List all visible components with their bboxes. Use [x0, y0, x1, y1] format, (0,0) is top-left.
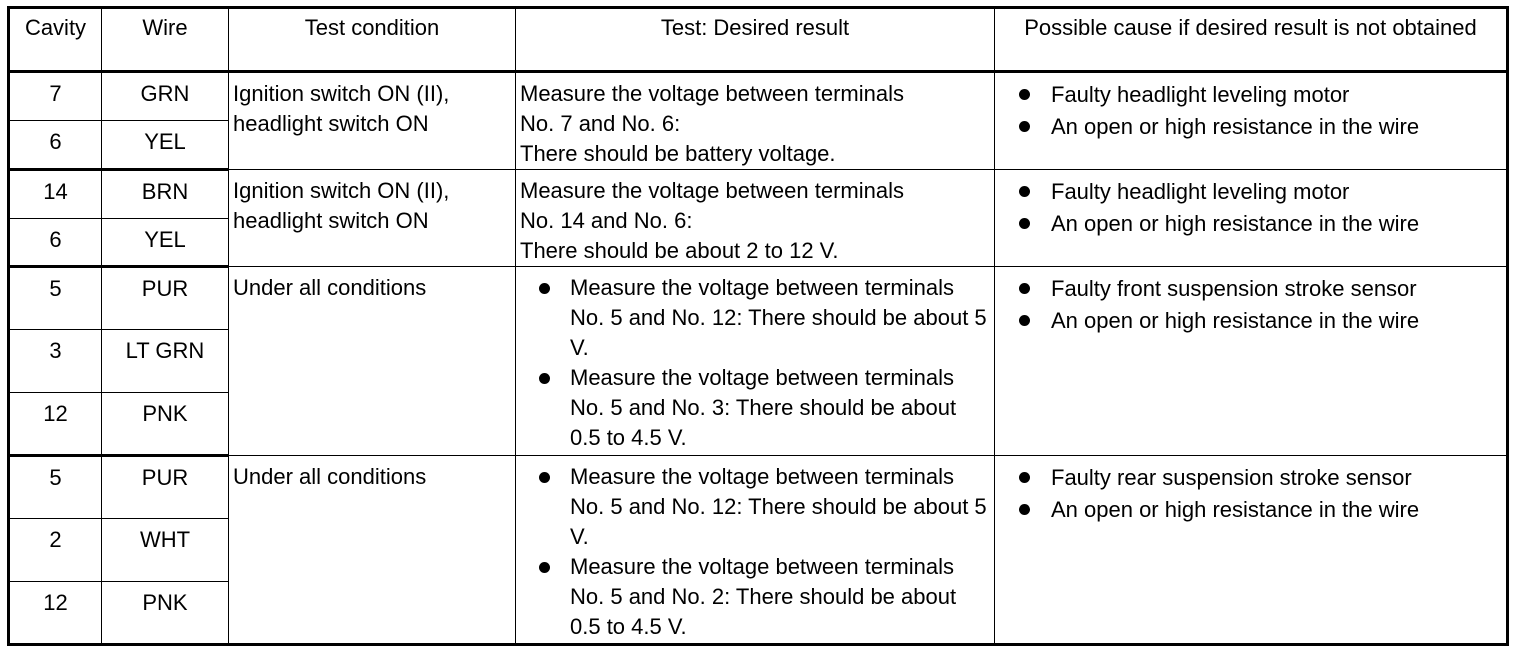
test-condition-cell: Under all conditions: [229, 456, 516, 645]
possible-cause-cell: [995, 72, 1508, 170]
cause-item: Faulty headlight leveling motor: [999, 79, 1502, 111]
result-list: [520, 273, 990, 453]
cause-item: Faulty rear suspension stroke sensor: [999, 462, 1502, 494]
desired-result-cell: [516, 267, 995, 456]
result-item: Measure the voltage between terminals No. 5 and No. 12: There should be about 5 V.: [520, 462, 990, 552]
cavity-cell: 6: [9, 218, 102, 267]
wire-cell: BRN: [102, 170, 229, 219]
cavity-cell: 2: [9, 519, 102, 582]
wire-cell: YEL: [102, 218, 229, 267]
troubleshooting-table: [7, 6, 1509, 646]
wire-cell: PUR: [102, 267, 229, 330]
cavity-cell: 14: [9, 170, 102, 219]
table-row: [9, 456, 1508, 519]
cause-item: An open or high resistance in the wire: [999, 208, 1502, 240]
header-possible-cause: Possible cause if desired result is not obtained: [995, 8, 1508, 72]
possible-cause-cell: [995, 456, 1508, 645]
test-condition-cell: Under all conditions: [229, 267, 516, 456]
result-item: Measure the voltage between terminals No. 5 and No. 2: There should be about 0.5 to 4.5 V.: [520, 552, 990, 642]
cavity-cell: 12: [9, 393, 102, 456]
cause-list: [999, 462, 1502, 526]
wire-cell: PNK: [102, 582, 229, 645]
cavity-cell: 12: [9, 582, 102, 645]
result-line: Measure the voltage between terminals: [520, 178, 904, 203]
wire-cell: GRN: [102, 72, 229, 121]
header-desired-result: Test: Desired result: [516, 8, 995, 72]
wire-cell: LT GRN: [102, 330, 229, 393]
wire-cell: PNK: [102, 393, 229, 456]
cavity-cell: 6: [9, 121, 102, 170]
result-item: Measure the voltage between terminals No. 5 and No. 12: There should be about 5 V.: [520, 273, 990, 363]
cause-list: [999, 176, 1502, 240]
test-condition-cell: Ignition switch ON (II), headlight switch ON: [229, 170, 516, 267]
cavity-cell: 3: [9, 330, 102, 393]
header-test-condition: Test condition: [229, 8, 516, 72]
table-row: [9, 267, 1508, 330]
cavity-cell: 7: [9, 72, 102, 121]
desired-result-cell: [516, 456, 995, 645]
header-cavity: Cavity: [9, 8, 102, 72]
wire-cell: PUR: [102, 456, 229, 519]
result-line: Measure the voltage between terminals: [520, 81, 904, 106]
result-line: There should be battery voltage.: [520, 141, 836, 166]
possible-cause-cell: [995, 170, 1508, 267]
cavity-cell: 5: [9, 267, 102, 330]
cause-item: Faulty headlight leveling motor: [999, 176, 1502, 208]
cause-list: [999, 273, 1502, 337]
table-row: [9, 72, 1508, 121]
cause-item: An open or high resistance in the wire: [999, 305, 1502, 337]
result-line: No. 14 and No. 6:: [520, 208, 693, 233]
wire-cell: WHT: [102, 519, 229, 582]
cause-item: An open or high resistance in the wire: [999, 494, 1502, 526]
wire-cell: YEL: [102, 121, 229, 170]
troubleshooting-table-container: [7, 6, 1509, 646]
cause-item: Faulty front suspension stroke sensor: [999, 273, 1502, 305]
result-item: Measure the voltage between terminals No. 5 and No. 3: There should be about 0.5 to 4.5 V.: [520, 363, 990, 453]
result-line: No. 7 and No. 6:: [520, 111, 681, 136]
header-row: [9, 8, 1508, 72]
result-line: There should be about 2 to 12 V.: [520, 238, 839, 263]
possible-cause-cell: [995, 267, 1508, 456]
desired-result-cell: [516, 170, 995, 267]
header-wire: Wire: [102, 8, 229, 72]
cavity-cell: 5: [9, 456, 102, 519]
test-condition-cell: Ignition switch ON (II), headlight switch ON: [229, 72, 516, 170]
desired-result-cell: [516, 72, 995, 170]
table-row: [9, 170, 1508, 219]
cause-item: An open or high resistance in the wire: [999, 111, 1502, 143]
cause-list: [999, 79, 1502, 143]
result-list: [520, 462, 990, 642]
